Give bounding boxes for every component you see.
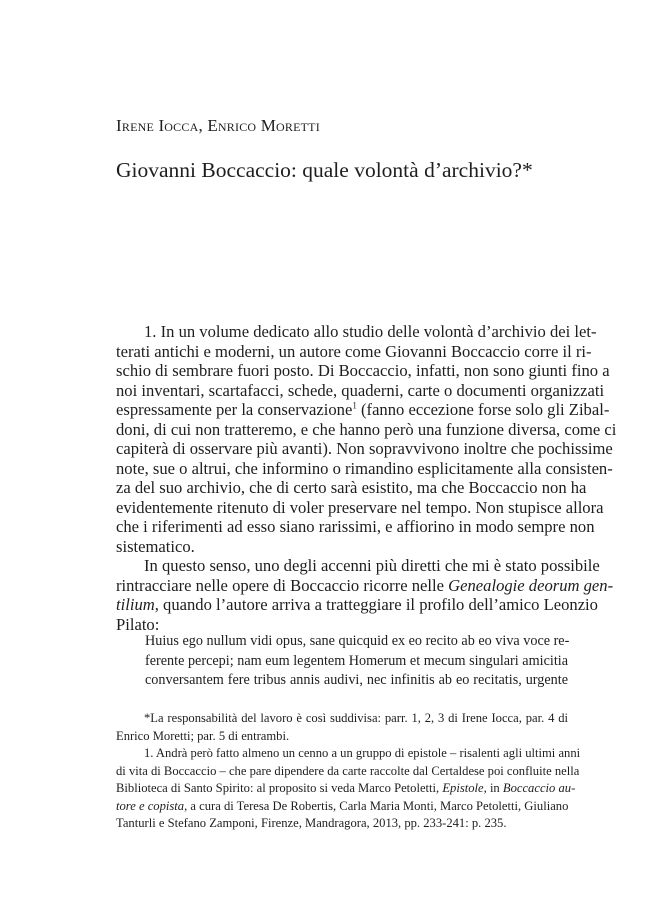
block-quote [145,632,568,691]
article-authors: Irene Iocca, Enrico Moretti [116,116,320,135]
work-title: tore e copista [116,798,185,813]
work-title: Boccaccio au- [502,781,576,795]
main-text [116,322,617,634]
footnote-line [116,798,568,816]
quote-line: Huius ego nullum vidi opus, sane quicquid ex eo recito ab eo viva voce re- [145,633,570,649]
quote-line: ferente percepi; nam eum legentem Homerum et mecum singulari amicitia [145,652,568,669]
text-line: evidentemente ritenuto di voler preservare nel tempo. Non stupisce allora [116,497,604,517]
text-line [116,400,610,420]
work-title: Genealogie deorum gen- [448,575,614,595]
footnote-line: *La responsabilità del lavoro è così suddivisa: parr. 1, 2, 3 di Irene Iocca, par. 4 di [144,711,568,725]
text-segment: Biblioteca di Santo Spirito: al proposito si veda Marco Petoletti, [116,781,440,795]
text-line: 1. In un volume dedicato allo studio delle volontà d’archivio dei let- [144,322,597,341]
paragraph-1 [116,322,617,556]
text-segment: , quando l’autore arriva a tratteggiare il profilo dell’amico Leonzio [154,595,598,614]
footnote-line: Tanturli e Stefano Zamponi, Firenze, Mandragora, 2013, pp. 233-241: p. 235. [116,816,507,830]
text-line: note, sue o altrui, che informino o rimandino esplicitamente alla consisten- [116,458,613,478]
text-segment: , a cura di Teresa De Robertis, Carla Maria Monti, Marco Petoletti, Giuliano [184,798,569,813]
text-segment: (fanno eccezione forse solo gli Zibal- [361,400,610,419]
footnote-star [116,710,568,745]
text-line: doni, di cui non tratteremo, e che hanno però una funzione diversa, come ci [116,419,617,439]
text-line: In questo senso, uno degli accenni più diretti che mi è stato possibile [144,556,600,575]
quote-line: conversantem fere tribus annis audivi, nec infinitis ab eo recitatis, urgente [145,672,568,688]
work-title: Epistole [442,781,484,795]
text-segment: , in [483,781,500,795]
footnotes [116,710,581,833]
text-line: schio di sembrare fuori posto. Di Boccaccio, infatti, non sono giunti fino a [116,361,610,380]
footnote-line: Enrico Moretti; par. 5 di entrambi. [116,728,290,743]
text-line: Pilato: [116,614,160,634]
footnote-line: 1. Andrà però fatto almeno un cenno a un gruppo di epistole – risalenti agli ultimi anni [144,746,581,760]
footnote-line: di vita di Boccaccio – che pare dipendere da carte raccolte dal Certaldese poi confluite nella [116,763,580,778]
text-line: za del suo archivio, che di certo sarà esistito, ma che Boccaccio non ha [116,478,587,497]
text-segment: espressamente per la conservazione [116,400,353,419]
text-line: sistematico. [116,536,195,556]
text-line [116,575,614,596]
text-line: terati antichi e moderni, un autore come Giovanni Boccaccio corre il ri- [116,341,592,361]
work-title: tilium [116,595,155,614]
footnote-marker: 1 [352,400,357,411]
paragraph-2 [116,556,614,634]
footnote-1 [116,745,581,833]
footnote-line [116,780,576,798]
text-segment: rintracciare nelle opere di Boccaccio ricorre nelle [116,575,444,595]
text-line: capiterà di osservare più avanti). Non sopravvivono inoltre che pochissime [116,439,613,458]
article-title: Giovanni Boccaccio: quale volontà d’archivio?* [116,158,533,182]
text-line: noi inventari, scartafacci, schede, quaderni, carte o documenti organizzati [116,380,605,400]
text-line: che i riferimenti ad esso siano rarissimi, e affiorino in modo sempre non [116,517,595,536]
text-line [116,595,598,615]
